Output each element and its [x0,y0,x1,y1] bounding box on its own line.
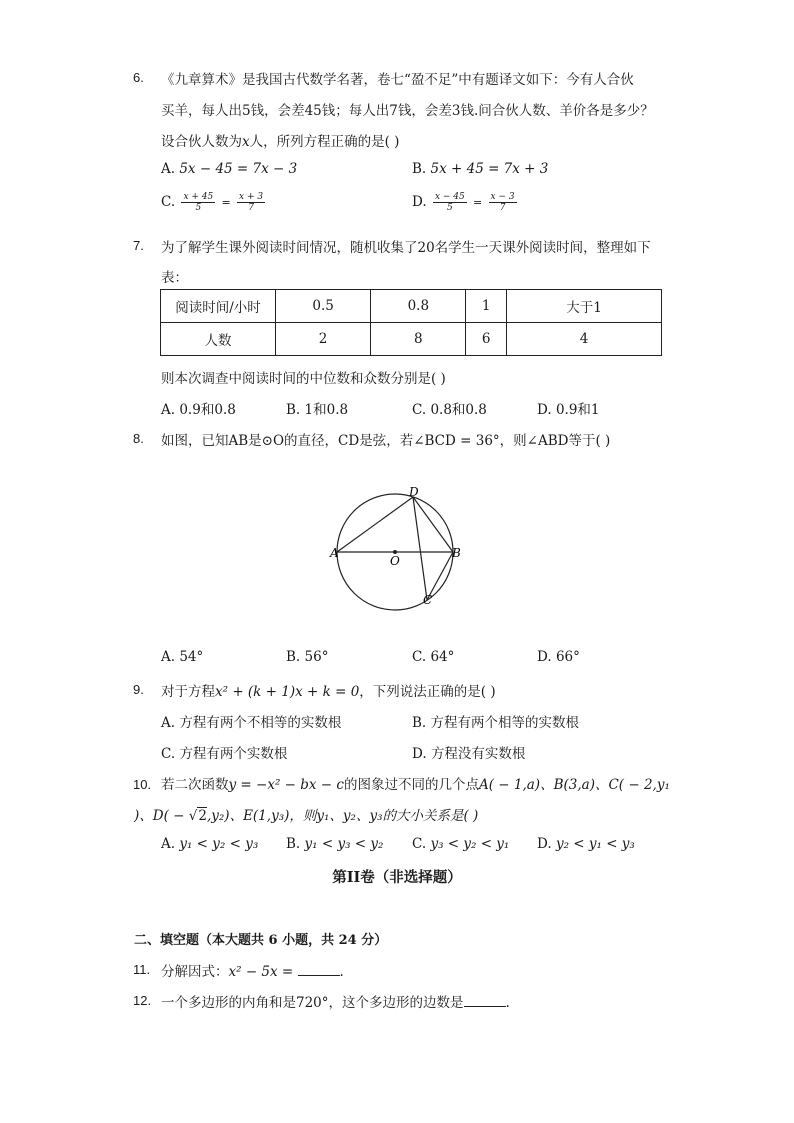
q6-option-b[interactable] [412,161,548,177]
option-text: 方程有两个相等的实数根 [430,715,580,731]
table-cell: 人数 [161,323,276,356]
q9-option-d[interactable] [412,742,525,762]
q6-line3-var: x [242,134,250,150]
option-text: y₁ < y₃ < y₂ [304,836,384,852]
q7-line1: 为了解学生课外阅读时间情况，随机收集了20名学生一天课外阅读时间，整理如下 [161,240,651,256]
q10-option-a[interactable] [161,836,258,852]
option-text: y₃ < y₂ < y₁ [430,836,510,852]
q10-function: y = −x² − bx − c [228,777,344,793]
option-label: B. [286,402,301,418]
q10-text-b: 的图象过不同的几个点 [343,777,479,793]
table-cell: 0.8 [371,290,466,323]
q6-line2: 买羊，每人出5钱，会差45钱；每人出7钱，会差3钱.问合伙人数、羊价各是多少？ [161,103,654,119]
table-cell: 8 [371,323,466,356]
q9-number: 9. [133,682,144,697]
q8-option-b[interactable] [286,649,328,665]
label-d: D [409,485,419,499]
table-cell: 6 [466,323,507,356]
option-text: 方程有两个实数根 [179,746,288,762]
sqrt-sign: √ [188,808,198,824]
table-cell: 大于1 [507,290,662,323]
q10-line2 [134,804,478,824]
option-label: D. [537,836,552,852]
option-text: 0.8和0.8 [430,402,487,418]
q10-text-a: 若二次函数 [161,777,229,793]
option-text: 5x + 45 = 7x + 3 [430,161,549,177]
q6-line1: 《九章算术》是我国古代数学名著，卷七“盈不足”中有题译文如下：今有人合伙 [161,72,634,88]
equals-sign: = [221,196,231,209]
option-label: D. [537,649,552,665]
q7-number: 7. [133,238,144,253]
option-label: A. [161,715,176,731]
fill-in-heading: 二、填空题（本大题共 6 小题，共 24 分） [134,933,388,948]
option-label: A. [161,161,176,177]
table-row [161,323,662,356]
q9-option-c[interactable] [161,742,287,762]
option-label: C. [412,402,427,418]
fraction-left: $\frac{x - 45}{5}$ [434,192,465,213]
chord-ad [337,497,413,552]
label-o: O [390,554,400,568]
q6-number: 6. [133,70,144,85]
option-text: 54° [179,649,204,665]
option-label: C. [412,649,427,665]
q10-line1 [161,773,670,793]
answer-blank[interactable] [298,963,340,976]
q11-expression: x² − 5x = [228,964,294,980]
option-text: 5x − 45 = 7x − 3 [179,161,298,177]
fraction-right: $\frac{x - 3}{7}$ [490,192,515,213]
q10-number: 10. [133,777,152,792]
q6-option-a[interactable] [161,161,297,177]
q9-text-b: ，下列说法正确的是( ) [359,684,496,700]
q7-option-a[interactable] [161,398,236,418]
q9-text-a: 对于方程 [161,684,215,700]
option-text: 56° [304,649,329,665]
circle-figure [320,478,480,612]
reading-time-table [160,289,662,356]
option-text: y₂ < y₁ < y₃ [555,836,635,852]
fraction-left: $\frac{x + 45}{5}$ [183,192,214,213]
option-label: D. [412,194,427,210]
option-text: y₁ < y₂ < y₃ [179,836,259,852]
q12-text-b: . [505,995,510,1011]
section-ii-title: 第II卷（非选择题） [332,869,462,886]
q7-option-c[interactable] [412,398,487,418]
option-text: 64° [430,649,455,665]
option-text: 0.9和0.8 [179,402,236,418]
option-label: D. [537,402,552,418]
label-a: A [330,546,339,560]
q11-line [161,960,344,980]
q7-line2: 表： [161,270,188,286]
fraction-right: $\frac{x + 3}{7}$ [239,192,264,213]
q9-line1 [161,680,496,700]
q9-equation: x² + (k + 1)x + k = 0 [215,684,360,700]
q11-text-b: . [339,964,344,980]
q8-number: 8. [133,431,144,446]
q7-option-b[interactable] [286,398,348,418]
q7-option-d[interactable] [537,398,600,418]
q11-text-a: 分解因式： [161,964,229,980]
q12-text-a: 一个多边形的内角和是720°，这个多边形的边数是 [161,995,464,1011]
q12-number: 12. [133,993,152,1008]
equals-sign: = [473,196,483,209]
q8-option-c[interactable] [412,649,454,665]
table-row [161,290,662,323]
q7-question: 则本次调查中阅读时间的中位数和众数分别是( ) [161,371,446,387]
option-label: D. [412,746,427,762]
option-label: B. [286,649,301,665]
option-text: 1和0.8 [304,402,349,418]
option-label: C. [161,746,176,762]
table-cell: 0.5 [276,290,371,323]
q9-option-b[interactable] [412,711,579,731]
q10-text-d: ,y₂)、E(1,y₃)，则y₁、y₂、y₃的大小关系是( ) [206,808,479,824]
q6-option-c[interactable] [161,192,267,213]
q10-text-c: )、D( − [134,808,189,824]
q6-line3-b: 人，所列方程正确的是( ) [249,134,400,150]
label-b: B [452,546,461,560]
table-cell: 1 [466,290,507,323]
option-label: C. [412,836,427,852]
q11-number: 11. [133,962,151,977]
q10-option-d[interactable] [537,836,635,852]
option-label: B. [412,715,427,731]
q9-option-a[interactable] [161,711,341,731]
q12-line [161,991,510,1011]
option-label: A. [161,402,176,418]
option-text: 方程没有实数根 [430,746,526,762]
q8-option-d[interactable] [537,649,580,665]
label-c: C [423,593,433,607]
option-text: 0.9和1 [555,402,600,418]
table-cell: 4 [507,323,662,356]
q8-option-a[interactable] [161,649,203,665]
q10-option-c[interactable] [412,836,509,852]
answer-blank[interactable] [464,994,506,1007]
q10-option-b[interactable] [286,836,383,852]
q6-line3 [161,130,399,150]
q10-points: A( − 1,a)、B(3,a)、C( − 2,y₁ [478,777,670,793]
sqrt-arg: 2 [198,808,207,824]
option-label: A. [161,836,176,852]
table-cell: 阅读时间/小时 [161,290,276,323]
q6-line3-a: 设合伙人数为 [161,134,242,150]
option-text: 方程有两个不相等的实数根 [179,715,342,731]
option-text: 66° [555,649,580,665]
q8-line1: 如图，已知AB是⊙O的直径，CD是弦，若∠BCD = 36°，则∠ABD等于( ) [161,433,611,449]
option-label: B. [412,161,427,177]
table-cell: 2 [276,323,371,356]
option-label: B. [286,836,301,852]
option-label: C. [161,194,176,210]
option-label: A. [161,649,176,665]
q6-option-d[interactable] [412,192,519,213]
